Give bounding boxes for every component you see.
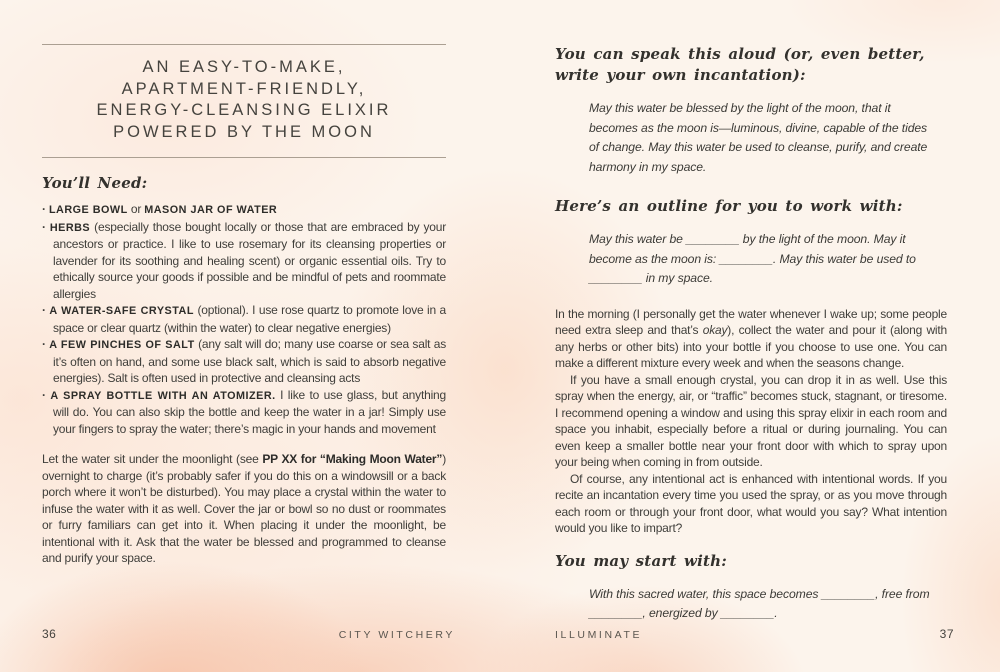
- title-rule-top: [42, 44, 446, 45]
- moon-water-paragraph: Let the water sit under the moonlight (see PP XX for “Making Moon Water”) overnight to charge (it’s probably safer if you do this on a windowsill or a back porch where it won’t be disturbed). You may place a crystal within the water to infuse the water with it as well. Cover the jar or bowl so no dust or roommates or furry familiars can get into it. When placing it under the moonlight, be intentional with it. Ask that the water be blessed and programmed to cleanse and purify your space.: [42, 452, 447, 565]
- page-title-line: APARTMENT-FRIENDLY,: [121, 79, 367, 98]
- morning-paragraph: In the morning (I personally get the water whenever I wake up; some people need extra sleep and that’s okay), collect the water and pour it (along with any herbs or other bits) into your bottle if you choose to use one. You can make a different mixture every week and when the seasons change.: [555, 306, 947, 370]
- list-item: · HERBS (especially those bought locally or those that are embraced by your ancestors or practice. I like to use rosemary for its cleansing properties or lavender for its soothing and healing scent) or organic essential oils. Try to ethically source your goods if possible and be mindful of pets and roommate allergies: [42, 219, 446, 303]
- list-item: · LARGE BOWL or MASON JAR OF WATER: [42, 201, 446, 219]
- speak-aloud-heading: You can speak this aloud (or, even better, write your own incantation):: [555, 45, 925, 84]
- running-head-right: ILLUMINATE: [555, 629, 643, 641]
- needs-list: [42, 201, 446, 437]
- outline-heading: Here’s an outline for you to work with:: [555, 197, 903, 215]
- title-rule-bottom: [42, 157, 446, 158]
- page-title-line: ENERGY-CLEANSING ELIXIR: [96, 101, 392, 119]
- crystal-paragraph: If you have a small enough crystal, you can drop it in as well. Use this spray when the energy, air, or “traffic” becomes stuck, stagnant, or tiresome. I recommend opening a window and using this spray elixir in each room and space you inhabit, especially before a ritual or during journaling. You can even keep a smaller bottle near your front door with which to spray upon your being when coming in from outside.: [555, 372, 947, 469]
- right-page: [555, 0, 947, 624]
- start-with-heading: You may start with:: [555, 551, 727, 570]
- list-item: · A SPRAY BOTTLE WITH AN ATOMIZER. I like to use glass, but anything will do. You can also skip the bottle and keep the water in a jar! Simply use your fingers to spray the water; there’s magic in your hands and movement: [42, 387, 446, 438]
- intention-paragraph: Of course, any intentional act is enhanced with intentional words. If you recite an incantation every time you used the spray, or as you move through each room or through your front door, what would you say? What intention would you like to impart?: [555, 471, 947, 535]
- list-item: · A WATER-SAFE CRYSTAL (optional). I use rose quartz to promote love in a space or clear quartz (within the water) to clear negative energies): [42, 302, 446, 336]
- page-number-right: 37: [939, 627, 954, 641]
- page-title: [42, 57, 446, 143]
- page-title-line: AN EASY-TO-MAKE,: [142, 58, 346, 76]
- page-number-left: 36: [42, 627, 57, 641]
- page-title-line: POWERED BY THE MOON: [113, 122, 375, 141]
- start-with-quote: With this sacred water, this space becomes ________, free from ________, energized by ________.: [589, 586, 930, 620]
- needs-heading: You’ll Need:: [42, 174, 148, 192]
- left-page: [42, 0, 446, 567]
- outline-quote: May this water be ________ by the light of the moon. May it become as the moon is: ________. May this water be used to ________ in my space.: [589, 232, 916, 285]
- running-head-left: CITY WITCHERY: [338, 629, 455, 641]
- list-item: · A FEW PINCHES OF SALT (any salt will do; many use coarse or sea salt as it’s often on hand, and some use black salt, which is said to absorb negative energies). Salt is often used in protective and cleansing acts: [42, 336, 446, 387]
- incantation-quote: May this water be blessed by the light of the moon, that it becomes as the moon is—luminous, divine, capable of the tides of change. May this water be used to cleanse, purify, and create harmony in my space.: [589, 101, 928, 174]
